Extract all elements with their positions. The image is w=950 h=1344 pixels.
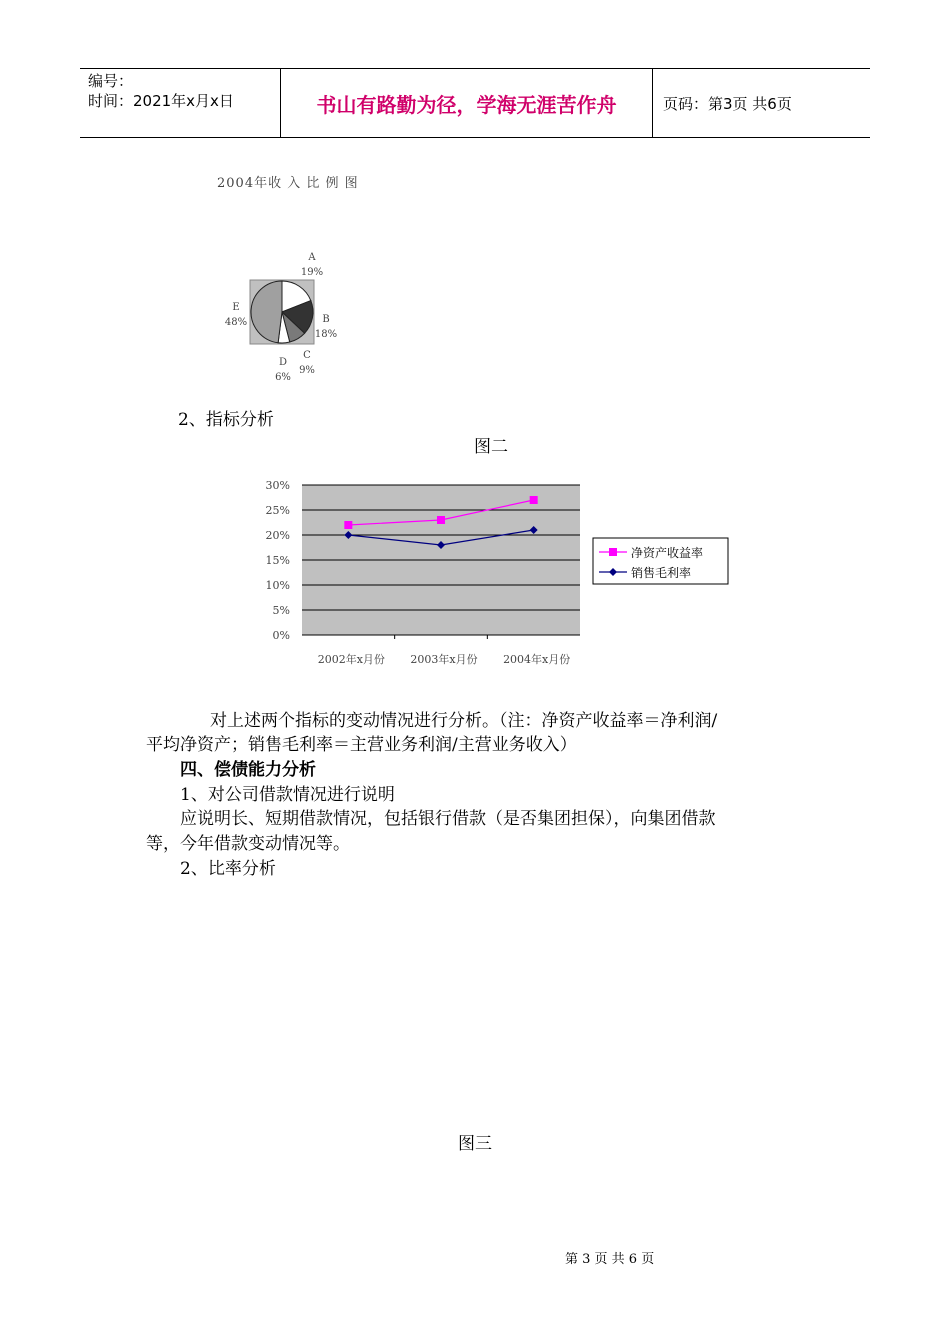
series-point bbox=[530, 496, 538, 504]
page-footer: 第 3 页 共 6 页 bbox=[565, 1252, 655, 1267]
pie-label-category: D bbox=[278, 357, 288, 368]
series-point bbox=[344, 521, 352, 529]
y-tick-label: 20% bbox=[265, 529, 290, 542]
paragraph-1-line-1: 对上述两个指标的变动情况进行分析。（注：净资产收益率＝净利润/ bbox=[210, 711, 718, 731]
paragraph-2-line-2: 等，今年借款变动情况等。 bbox=[146, 834, 350, 854]
legend-label: 净资产收益率 bbox=[631, 546, 704, 560]
y-tick-label: 30% bbox=[265, 479, 290, 492]
x-tick-label: 2004年x月份 bbox=[503, 653, 571, 666]
pie-label-category: C bbox=[303, 350, 311, 361]
pie-label-category: A bbox=[308, 252, 316, 263]
page-header bbox=[80, 68, 870, 138]
line-chart bbox=[260, 475, 740, 675]
y-tick-label: 5% bbox=[272, 604, 290, 617]
header-motto: 书山有路勤为径，学海无涯苦作舟 bbox=[281, 69, 653, 137]
pie-chart-title: 2004年收 入 比 例 图 bbox=[217, 176, 359, 191]
pie-label-category: B bbox=[322, 314, 330, 325]
y-tick-label: 10% bbox=[265, 579, 290, 592]
x-tick-label: 2002年x月份 bbox=[317, 653, 385, 666]
section-4-heading: 四、偿债能力分析 bbox=[180, 760, 316, 780]
legend-marker bbox=[609, 548, 617, 556]
pie-label-value: 48% bbox=[224, 317, 248, 328]
y-tick-label: 15% bbox=[265, 554, 290, 567]
paragraph-2-line-1: 应说明长、短期借款情况，包括银行借款（是否集团担保），向集团借款 bbox=[180, 809, 716, 829]
series-point bbox=[437, 516, 445, 524]
paragraph-1-line-2: 平均净资产；销售毛利率＝主营业务利润/主营业务收入） bbox=[146, 735, 577, 755]
pie-label-value: 19% bbox=[300, 267, 324, 278]
figure-3-label: 图三 bbox=[458, 1134, 492, 1154]
pie-label-value: 9% bbox=[299, 365, 315, 376]
header-time: 时间：2021年x月x日 bbox=[88, 92, 234, 110]
y-tick-label: 25% bbox=[265, 504, 290, 517]
pie-chart bbox=[200, 240, 380, 385]
pie-label-category: E bbox=[232, 302, 240, 313]
header-page: 页码：第3页 共6页 bbox=[663, 94, 792, 113]
y-tick-label: 0% bbox=[272, 629, 290, 642]
header-info bbox=[80, 69, 281, 137]
header-number: 编号： bbox=[88, 72, 134, 90]
pie-label-value: 6% bbox=[275, 372, 291, 383]
x-tick-label: 2003年x月份 bbox=[410, 653, 478, 666]
section-2-heading: 2、指标分析 bbox=[178, 410, 274, 430]
figure-2-label: 图二 bbox=[474, 437, 508, 457]
section-4-2-heading: 2、比率分析 bbox=[180, 859, 276, 879]
section-4-1-heading: 1、对公司借款情况进行说明 bbox=[180, 785, 395, 805]
legend-label: 销售毛利率 bbox=[631, 566, 692, 580]
pie-label-value: 18% bbox=[314, 329, 338, 340]
